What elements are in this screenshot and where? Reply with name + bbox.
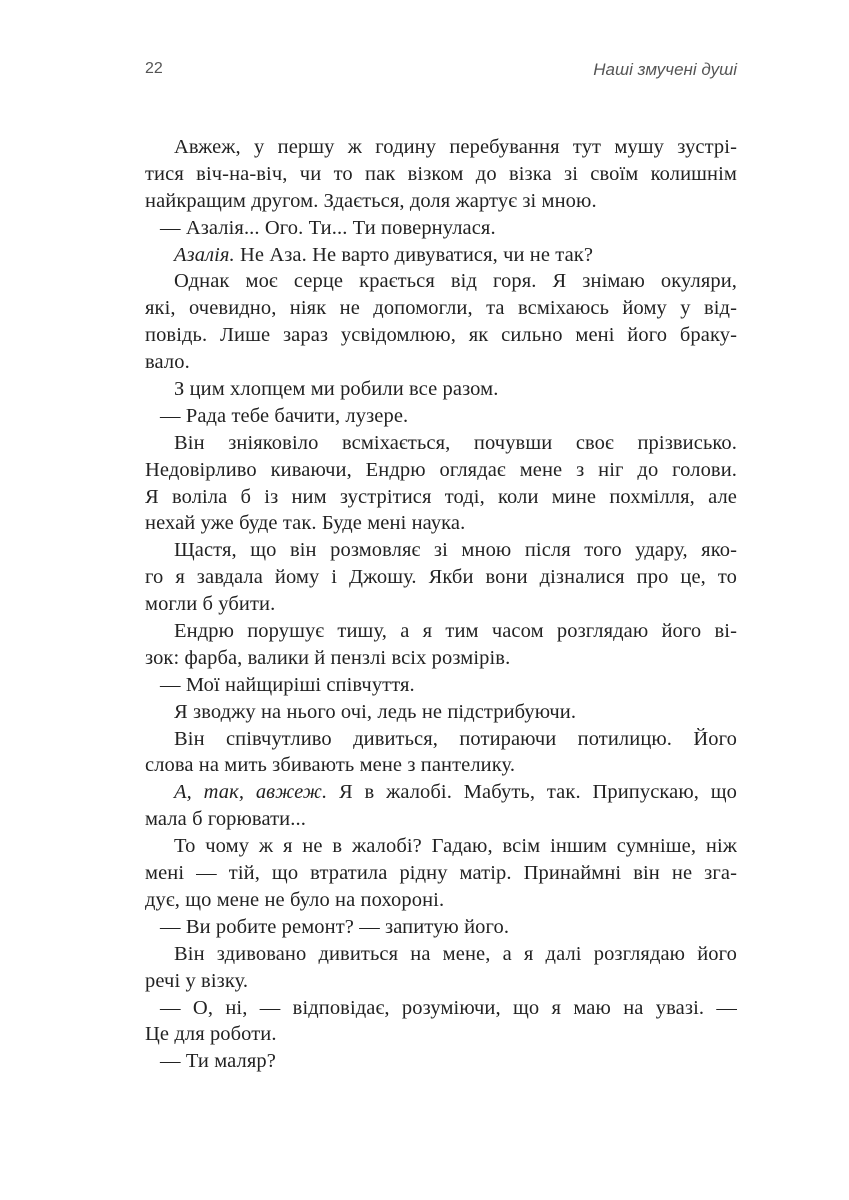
line-text: Він зніяковіло всміхається, почувши своє прізвисько. [174, 431, 737, 454]
line-text: — Ти маляр? [160, 1050, 276, 1073]
line-text: зок: фарба, валики й пензлі всіх розмірів. [145, 646, 511, 669]
paragraph [145, 268, 737, 376]
line-text: Я в жалобі. Мабуть, так. Припускаю, що [327, 781, 738, 804]
text-line [145, 188, 737, 215]
italic-text: Азалія. [174, 243, 235, 266]
text-line [145, 779, 737, 806]
line-text: Він співчутливо дивиться, потираючи потилицю. Його [174, 727, 737, 750]
text-line [145, 833, 737, 860]
line-text: мала б горювати... [145, 808, 306, 831]
paragraph [145, 403, 737, 430]
paragraph [145, 833, 737, 914]
paragraph [145, 242, 737, 269]
text-line [145, 430, 737, 457]
text-line [145, 1021, 737, 1048]
line-text: Ендрю порушує тишу, а я тим часом розглядаю його ві- [174, 620, 737, 643]
body-text [145, 134, 737, 1075]
italic-text: А, так, авжеж. [174, 781, 328, 804]
text-line [145, 752, 737, 779]
paragraph [145, 699, 737, 726]
line-text: Не Аза. Не варто дивуватися, чи не так? [234, 243, 594, 266]
text-line [145, 672, 737, 699]
paragraph [145, 215, 737, 242]
text-line [145, 215, 737, 242]
line-text: Авжеж, у першу ж годину перебування тут мушу зустрі- [174, 136, 737, 158]
text-line [145, 1048, 737, 1075]
line-text: З цим хлопцем ми робили все разом. [174, 378, 499, 401]
line-text: — Мої найщиріші співчуття. [160, 673, 415, 696]
paragraph [145, 726, 737, 780]
text-line [145, 699, 737, 726]
line-text: дує, що мене не було на похороні. [145, 888, 445, 911]
line-text: повідь. Лише зараз усвідомлюю, як сильно мені його браку- [145, 324, 737, 347]
text-line [145, 995, 737, 1022]
line-text: Однак моє серце крається від горя. Я знімаю окуляри, [174, 270, 737, 293]
page-number: 22 [145, 60, 163, 77]
line-text: — Рада тебе бачити, лузере. [160, 404, 409, 427]
text-line [145, 645, 737, 672]
text-line [145, 484, 737, 511]
text-line [145, 376, 737, 403]
text-line [145, 941, 737, 968]
paragraph [145, 941, 737, 995]
line-text: мені — тій, що втратила рідну матір. Принаймні він не зга- [145, 862, 737, 885]
paragraph [145, 672, 737, 699]
paragraph [145, 779, 737, 833]
paragraph [145, 914, 737, 941]
line-text: вало. [145, 351, 190, 374]
paragraph [145, 430, 737, 538]
text-line [145, 161, 737, 188]
text-line [145, 564, 737, 591]
line-text: — Ви робите ремонт? — запитую його. [160, 915, 510, 938]
line-text: То чому ж я не в жалобі? Гадаю, всім іншим сумніше, ніж [174, 835, 737, 858]
paragraph [145, 1048, 737, 1075]
line-text: го я завдала йому і Джошу. Якби вони дізналися про це, то [145, 566, 737, 589]
text-line [145, 914, 737, 941]
line-text: які, очевидно, ніяк не допомогли, та всміхаюсь йому у від- [145, 297, 737, 320]
line-text: слова на мить збивають мене з пантелику. [145, 754, 516, 777]
line-text: — О, ні, — відповідає, розуміючи, що я маю на увазі. — [160, 996, 737, 1019]
paragraph [145, 995, 737, 1049]
text-line [145, 591, 737, 618]
line-text: речі у візку. [145, 969, 249, 992]
text-line [145, 806, 737, 833]
line-text: Щастя, що він розмовляє зі мною після того удару, яко- [174, 539, 737, 562]
line-text: Він здивовано дивиться на мене, а я далі розглядаю його [174, 942, 737, 965]
text-line [145, 726, 737, 753]
text-line [145, 968, 737, 995]
text-line [145, 887, 737, 914]
text-line [145, 860, 737, 887]
text-line [145, 322, 737, 349]
paragraph [145, 537, 737, 618]
line-text: Я зводжу на нього очі, ледь не підстрибуючи. [174, 700, 577, 723]
paragraph [145, 134, 737, 215]
text-line [145, 510, 737, 537]
text-line [145, 457, 737, 484]
text-line [145, 268, 737, 295]
running-title: Наші змучені душі [593, 60, 737, 79]
line-text: Недовірливо киваючи, Ендрю оглядає мене з ніг до голови. [145, 458, 737, 481]
text-line [145, 242, 737, 269]
line-text: найкращим другом. Здається, доля жартує зі мною. [145, 189, 597, 212]
text-line [145, 349, 737, 376]
text-line [145, 295, 737, 322]
paragraph [145, 376, 737, 403]
line-text: Це для роботи. [145, 1023, 277, 1046]
text-line [145, 134, 737, 161]
text-line [145, 618, 737, 645]
text-line [145, 537, 737, 564]
line-text: тися віч-на-віч, чи то пак візком до візка зі своїм колишнім [145, 162, 737, 185]
line-text: — Азалія... Ого. Ти... Ти повернулася. [160, 216, 496, 239]
text-line [145, 403, 737, 430]
line-text: нехай уже буде так. Буде мені наука. [145, 512, 466, 535]
line-text: могли б убити. [145, 593, 276, 616]
line-text: Я воліла б із ним зустрітися тоді, коли мине похмілля, але [145, 485, 737, 508]
paragraph [145, 618, 737, 672]
